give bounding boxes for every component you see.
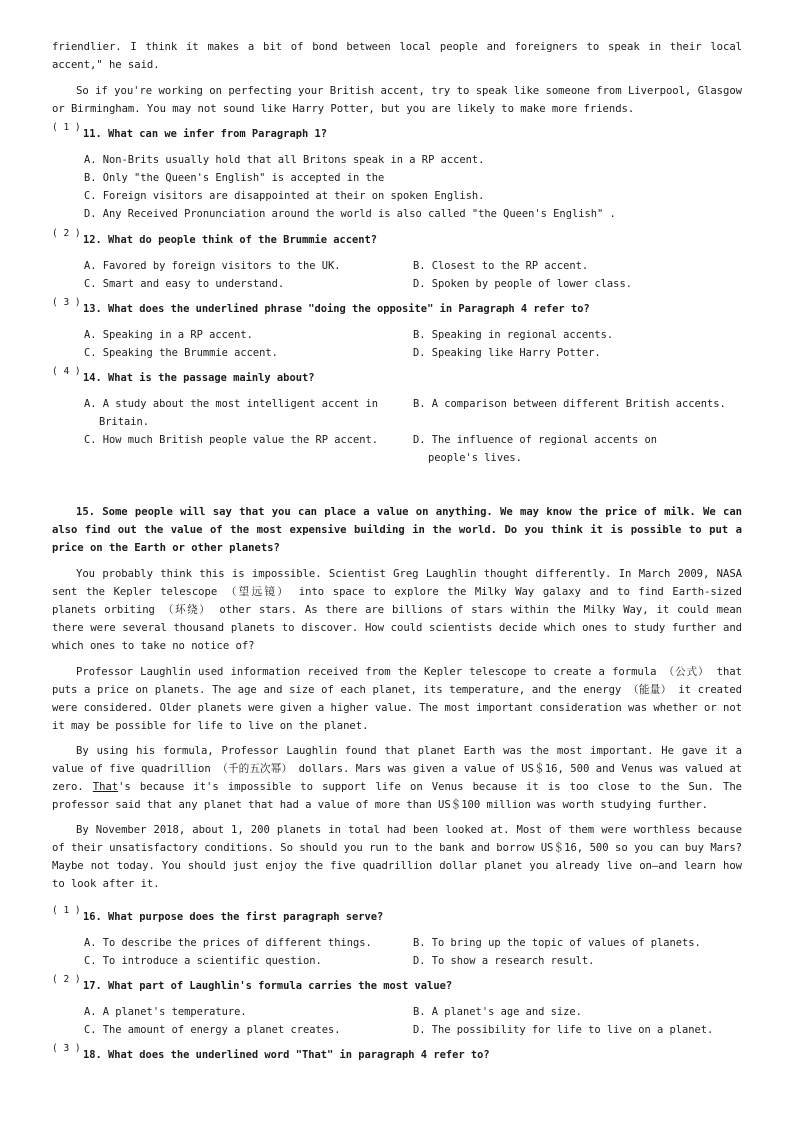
paragraph-3-end: 's because it's impossible to support life on Venus because it is too close to the Sun. The professor said that any planet that had a value of more than US＄100 million was worth studying further. [52,781,742,811]
option-14-a[interactable]: A. A study about the most intelligent accent in Britain. [84,398,379,428]
question-number: ( 3 ) [52,297,81,308]
question-number: ( 1 ) [52,905,81,916]
option-13-c[interactable]: C. Speaking the Brummie accent. [84,347,278,359]
passage1-tail-paragraph: friendlier. I think it makes a bit of bond between local people and foreigners to speak in their local accent," he said. [52,41,742,71]
passage2-paragraph-1: You probably think this is impossible. Scientist Greg Laughlin thought differently. In March 2009, NASA sent the Kepler telescope （望远镜） into space to explore the Milky Way galaxy and to find Earth-sized planets orbiting （环绕） other stars. As there are billions of stars within the Milky Way, it could mean there were several thousand planets to discover. How could scientists decide which ones to study further and which ones to take no notice of? [52,568,742,652]
option-12-d[interactable]: D. Spoken by people of lower class. [413,278,632,290]
paragraph-3-start: By using his formula, Professor Laughlin found that planet Earth was the most important. He gave it a value of five quadrillion （千的五次幂） dollars. Mars was given a value of US＄16, 500 and Venus was valued at zero. [52,745,742,793]
option-11-d[interactable]: D. Any Received Pronunciation around the world is also called "the Queen's English" . [84,208,616,220]
question-number: ( 4 ) [52,366,81,377]
option-12-c[interactable]: C. Smart and easy to understand. [84,278,285,290]
option-11-b[interactable]: B. Only "the Queen's English" is accepted in the [84,172,385,184]
passage1-closing-paragraph: So if you're working on perfecting your British accent, try to speak like someone from Liverpool, Glasgow or Birmingham. You may not sound like Harry Potter, but you are likely to make more friends. [52,85,742,115]
passage2-paragraph-2: Professor Laughlin used information received from the Kepler telescope to create a formula （公式） that puts a price on planets. The age and size of each planet, its temperature, and the energy （能量） it created were considered. Older planets were given a higher value. The most important consideration was whether or not it may be possible for life to live on the planet. [52,666,742,732]
question-number: ( 2 ) [52,228,81,239]
option-16-a[interactable]: A. To describe the prices of different things. [84,937,372,949]
option-16-b[interactable]: B. To bring up the topic of values of planets. [413,937,701,949]
option-13-b[interactable]: B. Speaking in regional accents. [413,329,614,341]
option-17-c[interactable]: C. The amount of energy a planet creates. [84,1024,341,1036]
question-number: ( 2 ) [52,974,81,985]
question-16-text: 16. What purpose does the first paragraph serve? [83,911,384,923]
question-number: ( 3 ) [52,1043,81,1054]
option-16-c[interactable]: C. To introduce a scientific question. [84,955,322,967]
passage2-intro: 15. Some people will say that you can place a value on anything. We may know the price of milk. We can also find out the value of the most expensive building in the world. Do you think it is possible to put a price on the Earth or other planets? [52,506,742,554]
question-number: ( 1 ) [52,122,81,133]
passage2-paragraph-3 [52,742,742,814]
option-17-d[interactable]: D. The possibility for life to live on a planet. [413,1024,714,1036]
option-14-d[interactable]: D. The influence of regional accents on people's lives. [413,434,657,464]
question-13-text: 13. What does the underlined phrase "doing the opposite" in Paragraph 4 refer to? [83,303,590,315]
option-17-a[interactable]: A. A planet's temperature. [84,1006,247,1018]
option-14-b[interactable]: B. A comparison between different British accents. [413,398,726,410]
option-13-d[interactable]: D. Speaking like Harry Potter. [413,347,601,359]
option-16-d[interactable]: D. To show a research result. [413,955,595,967]
question-14-text: 14. What is the passage mainly about? [83,372,315,384]
question-11-text: 11. What can we infer from Paragraph 1? [83,128,327,140]
option-13-a[interactable]: A. Speaking in a RP accent. [84,329,253,341]
underlined-word-that: That [92,781,119,793]
option-11-c[interactable]: C. Foreign visitors are disappointed at their on spoken English. [84,190,485,202]
option-12-b[interactable]: B. Closest to the RP accent. [413,260,589,272]
question-17-text: 17. What part of Laughlin's formula carries the most value? [83,980,453,992]
option-12-a[interactable]: A. Favored by foreign visitors to the UK. [84,260,341,272]
option-17-b[interactable]: B. A planet's age and size. [413,1006,582,1018]
passage2-paragraph-4: By November 2018, about 1, 200 planets in total had been looked at. Most of them were worthless because of their unsatisfactory conditions. So should you run to the bank and borrow US＄16, 500 so you can buy Mars? Maybe not today. You should just enjoy the five quadrillion dollar planet you already live on—and learn how to look after it. [52,824,742,890]
option-11-a[interactable]: A. Non-Brits usually hold that all Britons speak in a RP accent. [84,154,485,166]
question-18-text: 18. What does the underlined word "That" in paragraph 4 refer to? [83,1049,490,1061]
question-12-text: 12. What do people think of the Brummie accent? [83,234,378,246]
option-14-c[interactable]: C. How much British people value the RP accent. [84,434,379,446]
